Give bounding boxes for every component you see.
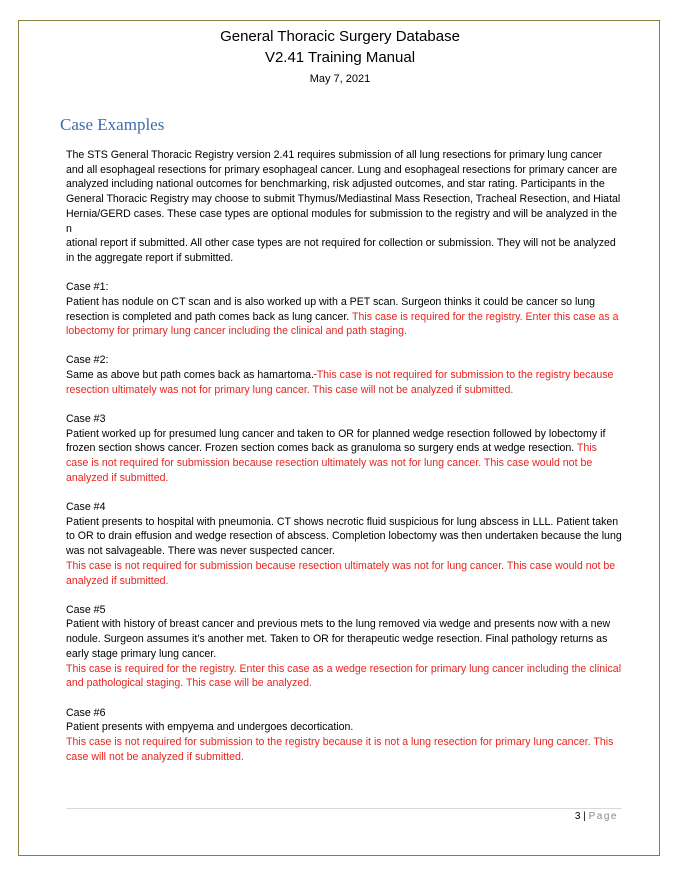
case-3 — [66, 412, 622, 486]
page-number: 3 — [574, 811, 581, 822]
case-ruling: This case is not required for submission to the registry because it is not a lung resection for primary lung cancer. This case will not be analyzed if submitted. — [66, 735, 614, 763]
case-title: Case #5 — [66, 603, 106, 616]
case-description: Patient has nodule on CT scan and is also worked up with a PET scan. Surgeon thinks it could be cancer so lung resection is completed and path comes back as lung cancer. — [66, 295, 596, 323]
case-description: Patient worked up for presumed lung cancer and taken to OR for planned wedge resection followed by lobectomy if frozen section shows cancer. Frozen section comes back as granuloma so surgery ends at wedge resection. — [66, 427, 606, 455]
case-title: Case #3 — [66, 413, 106, 426]
case-ruling: This case is required for the registry. Enter this case as a wedge resection for primary lung cancer including the clinical and pathological staging. This case will be analyzed. — [66, 662, 622, 690]
intro-paragraph — [66, 148, 622, 266]
footer-separator: | — [580, 811, 589, 822]
case-5 — [66, 603, 622, 691]
case-text — [66, 368, 622, 397]
document-title-line1: General Thoracic Surgery Database — [220, 28, 460, 45]
case-description: Same as above but path comes back as hamartoma. — [66, 369, 314, 382]
case-description: Patient presents with empyema and undergoes decortication. — [66, 721, 354, 734]
document-title-line2: V2.41 Training Manual — [264, 49, 416, 66]
case-description: Patient with history of breast cancer and previous mets to the lung removed via wedge and presents now with a new nodule. Surgeon assumes it’s another met. Taken to OR for therapeutic wedge resection. Final pathology returns as early stage primary lung cancer. — [66, 618, 611, 660]
case-text — [66, 295, 622, 339]
document-header — [0, 26, 680, 87]
case-ruling: This case is not required for submission because resection ultimately was not for lung cancer. This case would not be analyzed if submitted. — [66, 442, 597, 484]
case-2 — [66, 353, 622, 397]
section-heading: Case Examples — [60, 115, 165, 134]
case-title: Case #6 — [66, 706, 106, 719]
case-ruling: This case is not required for submission to the registry because resection ultimately was not for primary lung cancer. This case will not be analyzed if submitted. — [66, 369, 614, 396]
case-title: Case #1: — [66, 281, 109, 294]
page-label: Page — [588, 811, 618, 822]
case-title: Case #2: — [66, 354, 109, 367]
case-ruling: This case is required for the registry. Enter this case as a lobectomy for primary lung cancer including the clinical and path staging. — [66, 310, 619, 338]
case-4 — [66, 500, 622, 588]
document-body — [66, 148, 622, 764]
case-description: Patient presents to hospital with pneumonia. CT shows necrotic fluid suspicious for lung abscess in LLL. Patient taken to OR to drain effusion and wedge resection of abscess. Completion lobectomy was then undertaken because the lung was not salvageable. There was never suspected cancer. — [66, 515, 622, 558]
intro-paragraph-part2: ational report if submitted. All other case types are not required for collection or submission. They will not be analyzed in the aggregate report if submitted. — [66, 237, 616, 264]
intro-paragraph-part1: The STS General Thoracic Registry version 2.41 requires submission of all lung resections for primary lung cancer and all esophageal resections for primary esophageal cancer. Lung and esophageal resections for primary cancer are analyzed including national outcomes for benchmarking, risk adjusted outcomes, and star rating. Participants in the General Thoracic Registry may choose to submit Thymus/Mediastinal Mass Resection, Tracheal Resection, and Hiatal Hernia/GERD cases. These case types are optional modules for submission to the registry and will be analyzed in the n — [66, 149, 621, 235]
case-1 — [66, 280, 622, 339]
case-6 — [66, 706, 622, 765]
case-text — [66, 427, 622, 486]
document-date: May 7, 2021 — [309, 73, 371, 85]
footer-divider — [66, 808, 622, 809]
case-ruling: This case is not required for submission because resection ultimately was not for lung cancer. This case would not be analyzed if submitted. — [66, 559, 616, 587]
page-footer — [575, 810, 618, 824]
case-title: Case #4 — [66, 501, 106, 514]
